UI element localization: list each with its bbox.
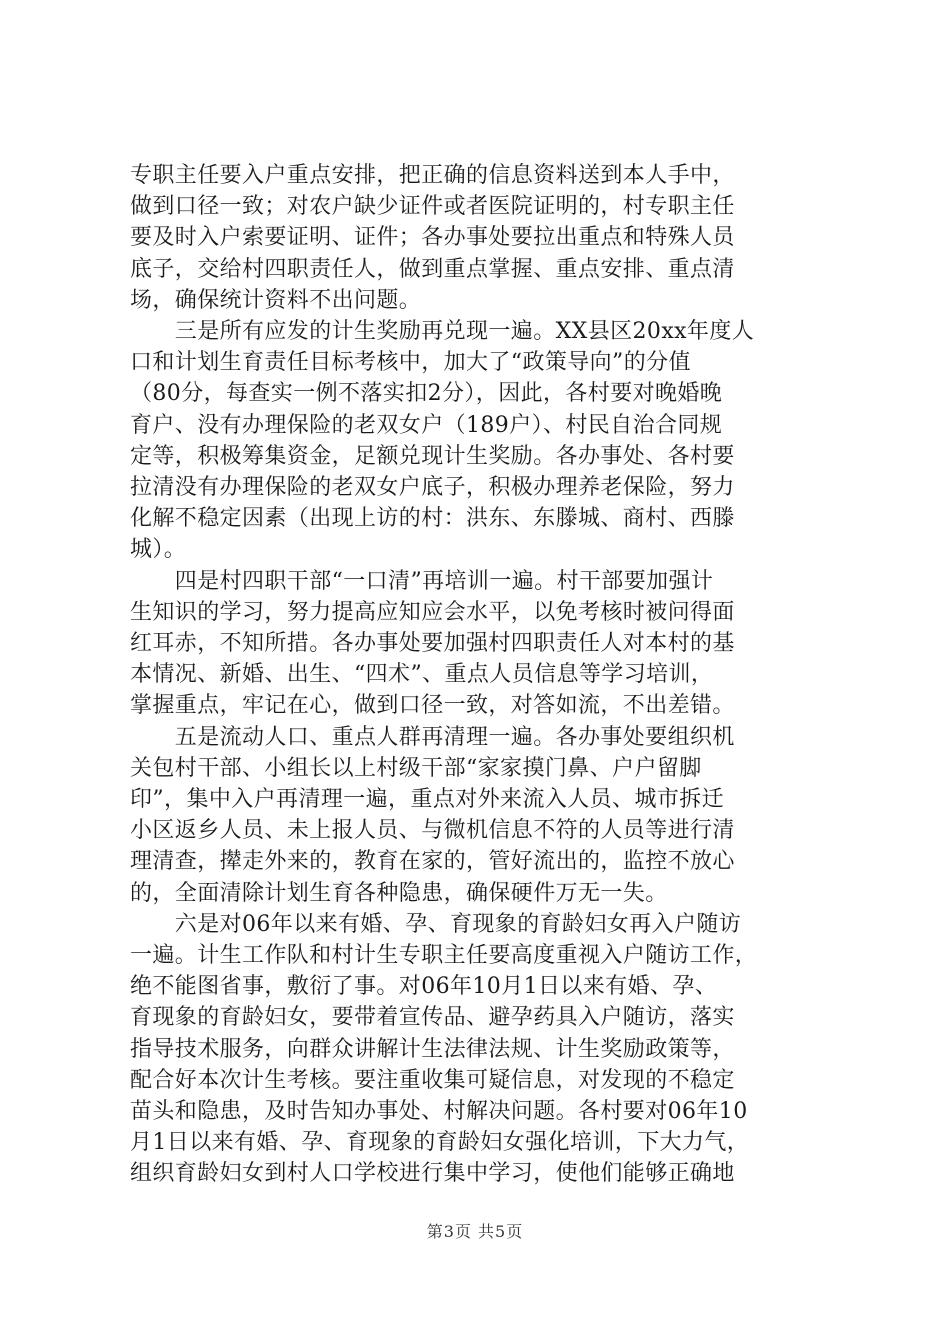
body-text-line: 理清查，撵走外来的，教育在家的，管好流出的，监控不放心 [130,849,735,875]
body-text-line: 做到口径一致；对农户缺少证件或者医院证明的，村专职主任 [130,194,735,220]
body-text-line: 月1日以来有婚、孕、育现象的育龄妇女强化培训，下大力气， [130,1130,750,1156]
body-text-line: 绝不能图省事，敷衍了事。对06年10月1日以来有婚、孕、 [130,974,718,1000]
body-text-line: 生知识的学习，努力提高应知应会水平，以免考核时被问得面 [130,599,735,625]
body-text-line: 三是所有应发的计生奖励再兑现一遍。XX县区20xx年度人 [130,319,755,344]
body-text-line: 六是对06年以来有婚、孕、育现象的育龄妇女再入户随访 [130,911,742,937]
body-text-line: 化解不稳定因素（出现上访的村：洪东、东滕城、商村、西滕 [130,506,735,532]
body-text-line: 城）。 [130,537,187,563]
body-text-line: 关包村干部、小组长以上村级干部“家家摸门鼻、户户留脚 [130,755,702,781]
body-text-line: 指导技术服务，向群众讲解计生法律法规、计生奖励政策等， [130,1036,735,1062]
body-text-line: 掌握重点，牢记在心，做到口径一致，对答如流，不出差错。 [130,693,735,719]
body-text-line: 组织育龄妇女到村人口学校进行集中学习，使他们能够正确地 [130,1161,735,1187]
body-text-line: 的，全面清除计划生育各种隐患，确保硬件万无一失。 [130,880,668,906]
body-text-line: 口和计划生育责任目标考核中，加大了“政策导向”的分值 [130,350,691,376]
body-text-line: 场，确保统计资料不出问题。 [130,287,422,313]
body-text-line: 底子，交给村四职责任人，做到重点掌握、重点安排、重点清 [130,256,735,282]
body-text-line: 一遍。计生工作队和村计生专职主任要高度重视入户随访工作， [130,943,758,968]
body-text-line: 专职主任要入户重点安排，把正确的信息资料送到本人手中， [130,163,735,188]
body-text-line: 小区返乡人员、未上报人员、与微机信息不符的人员等进行清 [130,818,735,844]
body-text-line: 拉清没有办理保险的老双女户底子，积极办理养老保险，努力 [130,475,735,500]
body-text-line: 红耳赤，不知所措。各办事处要加强村四职责任人对本村的基 [130,631,735,656]
body-text-line: 苗头和隐患，及时告知办事处、村解决问题。各村要对06年10 [130,1099,748,1124]
body-text-line: 育现象的育龄妇女，要带着宣传品、避孕药具入户随访，落实 [130,1005,735,1031]
body-text-line: 四是村四职干部“一口清”再培训一遍。村干部要加强计 [130,568,714,594]
body-text-line: 本情况、新婚、出生、“四术”、重点人员信息等学习培训， [130,662,714,688]
body-text-line: 配合好本次计生考核。要注重收集可疑信息，对发现的不稳定 [130,1067,735,1093]
body-text-line: 五是流动人口、重点人群再清理一遍。各办事处要组织机 [130,724,735,750]
page-number-footer: 第3页 共5页 [426,1222,524,1241]
body-text-line: 印”，集中入户再清理一遍，重点对外来流入人员、城市拆迁 [130,787,725,812]
body-text-line: 定等，积极筹集资金，足额兑现计生奖励。各办事处、各村要 [130,443,735,469]
body-text-line: 要及时入户索要证明、证件；各办事处要拉出重点和特殊人员 [130,225,735,251]
body-text-line: （80分，每查实一例不落实扣2分），因此，各村要对晚婚晚 [130,381,723,407]
body-text-line: 育户、没有办理保险的老双女户（189户）、村民自治合同规 [130,412,723,438]
